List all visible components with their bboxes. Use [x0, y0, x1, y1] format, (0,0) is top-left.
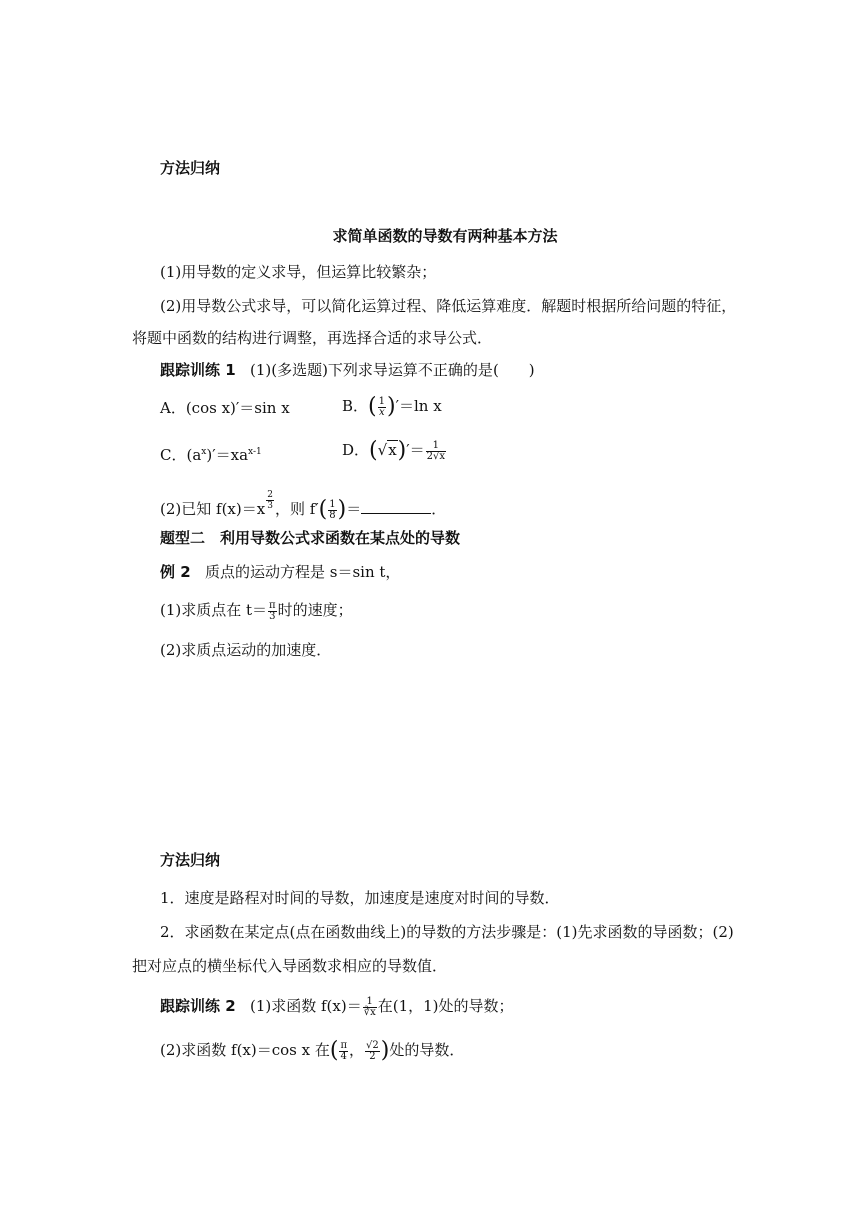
training-1-q1-text: (1)(多选题)下列求导运算不正确的是( ) [249, 361, 535, 379]
example-2-question-2: (2)求质点运动的加速度． [160, 641, 332, 659]
fraction-1-over-x: $\frac{1}{x}$ [378, 395, 385, 418]
fraction-1-over-cbrtx: $\frac{1}{∛x}$ [363, 995, 376, 1018]
exponent-2-over-3: $\frac{2}{3}$ [267, 490, 273, 511]
training-2-q1-prefix: (1)求函数 f(x)＝ [249, 997, 362, 1015]
training-1-question-1 [160, 360, 535, 380]
option-a: A．(cos x)′＝sin x [160, 399, 290, 417]
option-b: B．( $\frac{1}{x}$ )′＝ln x [342, 394, 442, 419]
example-2-text: 质点的运动方程是 s＝sin t， [204, 563, 401, 581]
option-c-prefix: C．(a [160, 446, 202, 464]
option-d: D．(√x)′＝ $\frac{1}{2√x}$ [342, 438, 446, 463]
fraction-sqrt2-over-2: $\frac{√2}{2}$ [366, 1039, 379, 1062]
fraction-1-over-8: $\frac{1}{8}$ [329, 498, 336, 521]
example-2-question-1 [160, 600, 353, 622]
option-c-exponent-2: x-1 [248, 447, 262, 457]
training-2-q2-suffix: 处的导数． [389, 1041, 465, 1059]
example-2 [160, 562, 400, 582]
type-2-heading: 题型二 利用导数公式求函数在某点处的导数 [160, 529, 461, 547]
fraction-pi-over-3: $\frac{\pi}{3}$ [269, 599, 276, 622]
training-2-question-1 [160, 996, 514, 1018]
method-summary-heading-2: 方法归纳 [160, 851, 221, 869]
fraction-1-over-2sqrtx: $\frac{1}{2√x}$ [426, 439, 446, 462]
option-b-prefix: B． [342, 397, 369, 415]
training-1-question-2: (2)已知 f(x)＝x $\frac{2}{3}$ ，则 f′( $\frac{1}{8}$ )＝ ． [160, 490, 447, 522]
summary-2-item-1: 1．速度是路程对时间的导数，加速度是速度对时间的导数． [160, 889, 560, 907]
q2-equals: ＝ [346, 500, 362, 518]
option-b-suffix: ′＝ln x [395, 397, 442, 415]
method-summary-heading: 方法归纳 [160, 159, 221, 177]
training-2-q1-suffix: 在(1，1)处的导数； [377, 997, 514, 1015]
fraction-pi-over-4: $\frac{\pi}{4}$ [340, 1039, 348, 1062]
training-2-question-2: (2)求函数 f(x)＝cos x 在( $\frac{\pi}{4}$ ， $\frac{√2}{2}$ )处的导数． [160, 1038, 465, 1063]
example-q1-prefix: (1)求质点在 t＝ [160, 601, 268, 619]
summary-2-item-2-line1: 2．求函数在某定点(点在函数曲线上)的导数的方法步骤是：(1)先求函数的导函数；(2) [160, 923, 734, 941]
q2-end: ． [431, 500, 447, 518]
method-subtitle: 求简单函数的导数有两种基本方法 [332, 227, 558, 245]
example-q1-suffix: 时的速度； [277, 601, 353, 619]
answer-blank[interactable] [361, 501, 431, 514]
q2-prefix: (2)已知 f(x)＝x [160, 500, 266, 518]
training-1-label: 跟踪训练 1 [160, 361, 236, 379]
method-item-2-line1: (2)用导数公式求导，可以简化运算过程、降低运算难度．解题时根据所给问题的特征， [160, 297, 737, 315]
option-d-suffix: ′＝ [406, 441, 425, 459]
method-item-2-line2: 将题中函数的结构进行调整，再选择合适的求导公式． [132, 329, 493, 347]
option-d-prefix: D． [342, 441, 370, 459]
training-2-label: 跟踪训练 2 [160, 997, 236, 1015]
example-2-label: 例 2 [160, 563, 191, 581]
method-item-1: (1)用导数的定义求导，但运算比较繁杂； [160, 263, 437, 281]
option-c-exponent: x [201, 447, 207, 457]
option-c [160, 442, 262, 465]
summary-2-item-2-line2: 把对应点的横坐标代入导函数求相应的导数值． [132, 957, 448, 975]
training-2-q2-prefix: (2)求函数 f(x)＝cos x 在 [160, 1041, 330, 1059]
option-c-mid: )′＝xa [206, 446, 249, 464]
q2-mid: ，则 f′ [274, 500, 319, 518]
